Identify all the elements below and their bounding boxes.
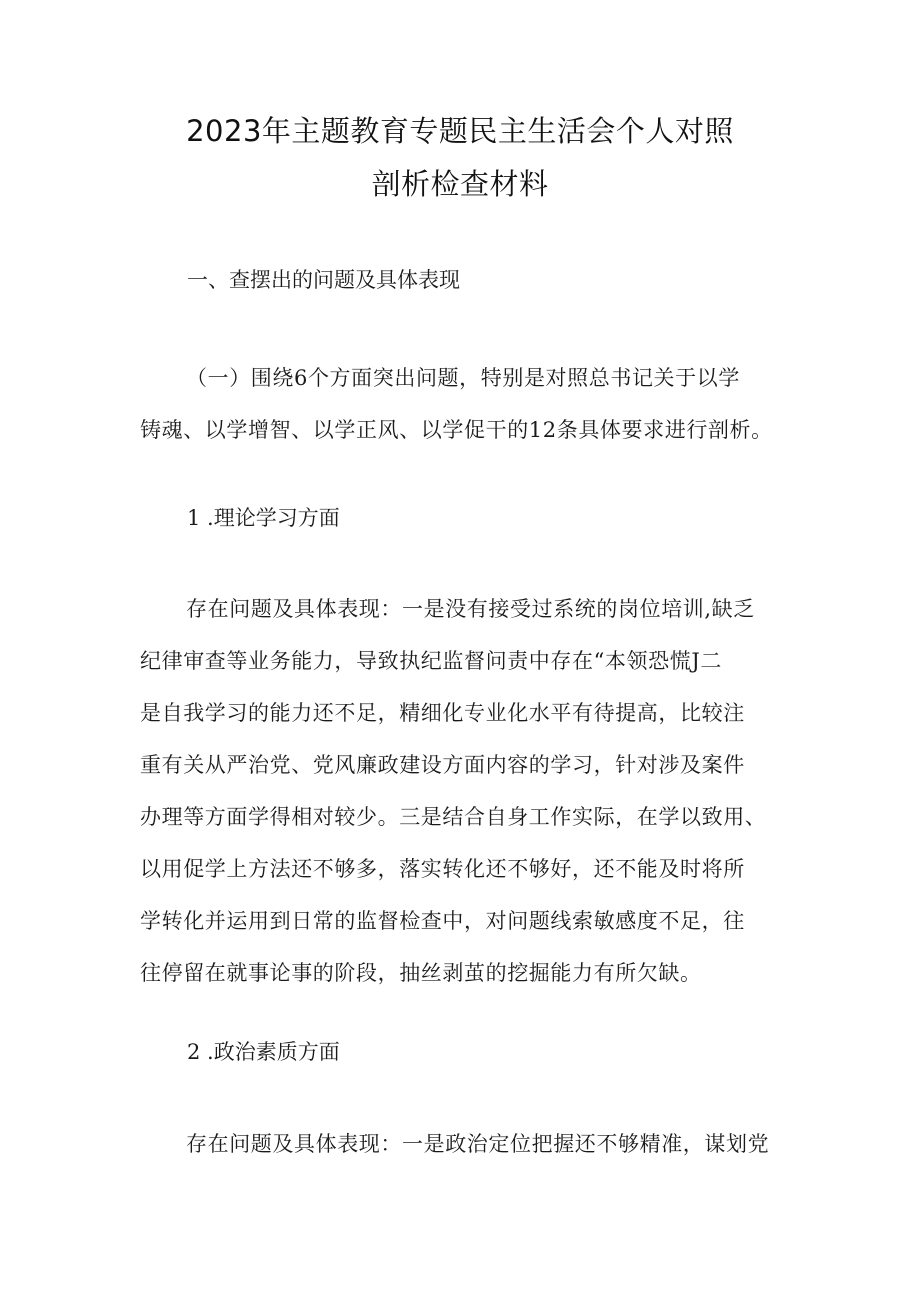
paragraph-line: 往停留在就事论事的阶段，抽丝剥茧的挖掘能力有所欠缺。: [140, 961, 702, 985]
paragraph-line: 办理等方面学得相对较少。三是结合自身工作实际，在学以致用、: [140, 805, 767, 829]
item-heading-2: 2 .政治素质方面: [187, 1040, 340, 1064]
item-paragraph-1: [140, 583, 800, 999]
item-paragraph-2: [140, 1118, 800, 1170]
paragraph-line: 以用促学上方法还不够多，落实转化还不够好，还不能及时将所: [140, 857, 745, 881]
paragraph-line: 纪律审查等业务能力，导致执纪监督问责中存在“本领恐慌J二: [140, 649, 722, 673]
paragraph-line: 是自我学习的能力还不足，精细化专业化水平有待提高，比较注: [140, 701, 745, 725]
paragraph-line: 重有关从严治党、党风廉政建设方面内容的学习，针对涉及案件: [140, 753, 745, 777]
document-title-line-2: 剖析检查材料: [371, 167, 549, 201]
paragraph-line: 学转化并运用到日常的监督检查中，对问题线索敏感度不足，往: [140, 909, 745, 933]
paragraph-line: 存在问题及具体表现：一是政治定位把握还不够精准，谋划党: [186, 1132, 770, 1156]
item-heading-1: 1 .理论学习方面: [187, 506, 340, 530]
section-heading-1: 一、查摆出的问题及具体表现: [187, 268, 460, 292]
subsection-paragraph-1: [140, 352, 800, 456]
paragraph-line: 铸魂、以学增智、以学正风、以学促干的12条具体要求进行剖析。: [140, 418, 773, 442]
paragraph-line: 存在问题及具体表现：一是没有接受过系统的岗位培训,缺乏: [186, 597, 755, 621]
document-title-line-1: 2023年主题教育专题民主生活会个人对照: [186, 114, 734, 148]
paragraph-line: （一）围绕6个方面突出问题，特别是对照总书记关于以学: [186, 366, 740, 390]
